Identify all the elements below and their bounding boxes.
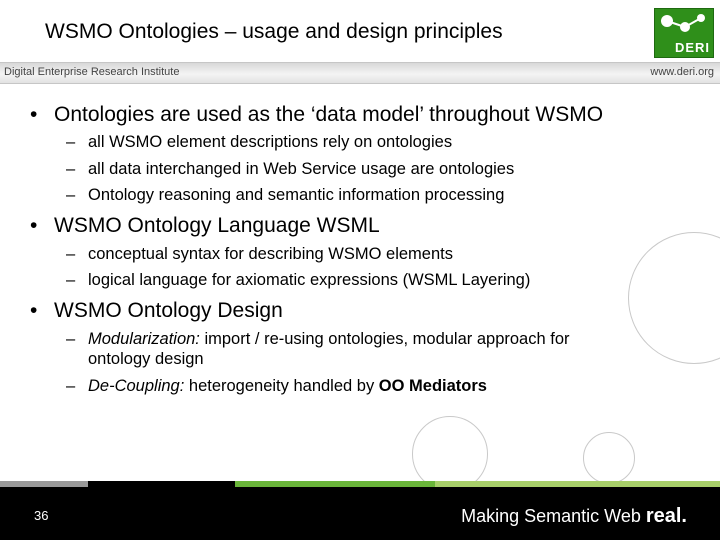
slide-title: WSMO Ontologies – usage and design principles	[45, 20, 503, 43]
bullet-item: • Ontologies are used as the ‘data model’ throughout WSMO	[30, 103, 604, 126]
org-url: www.deri.org	[650, 66, 714, 78]
tagline-bold: real.	[645, 505, 687, 527]
sub-text: all WSMO element descriptions rely on ontologies	[88, 133, 453, 151]
tagline-main: Making Semantic Web	[461, 506, 646, 526]
sub-item-continuation: ontology design	[88, 350, 204, 368]
bullet-item: • WSMO Ontology Design	[30, 299, 283, 322]
sub-text: conceptual syntax for describing WSMO elements	[88, 245, 453, 263]
sub-text: all data interchanged in Web Service usage are ontologies	[88, 160, 515, 178]
decor-circle-small	[583, 432, 635, 484]
sub-item: – logical language for axiomatic expressions (WSML Layering)	[66, 271, 531, 289]
sub-text: import / re-using ontologies, modular approach for	[199, 330, 570, 348]
bullet-text: WSMO Ontology Language WSML	[54, 214, 380, 237]
decoupling-label: De-Coupling:	[88, 377, 185, 395]
sub-item: – conceptual syntax for describing WSMO elements	[66, 245, 453, 263]
bullet-text: WSMO Ontology Design	[54, 299, 283, 322]
header-band	[0, 62, 720, 84]
bullet-item: • WSMO Ontology Language WSML	[30, 214, 380, 237]
logo-text: DERI	[674, 40, 710, 55]
sub-item: – De-Coupling: heterogeneity handled by OO Mediators	[66, 377, 487, 395]
deri-logo	[654, 8, 714, 58]
tagline	[461, 505, 687, 528]
sub-item: – Ontology reasoning and semantic information processing	[66, 186, 505, 204]
modularization-label: Modularization:	[88, 330, 200, 348]
bullet-text: Ontologies are used as the ‘data model’ throughout WSMO	[54, 103, 604, 126]
sub-item: – all WSMO element descriptions rely on ontologies	[66, 133, 453, 151]
sub-item: – Modularization: import / re-using ontologies, modular approach for	[66, 330, 570, 348]
sub-text: logical language for axiomatic expressions (WSML Layering)	[88, 271, 531, 289]
decor-circle-right	[628, 232, 720, 364]
sub-text: Ontology reasoning and semantic information processing	[88, 186, 505, 204]
sub-item: – all data interchanged in Web Service usage are ontologies	[66, 160, 515, 178]
oo-mediators-text: OO Mediators	[378, 377, 487, 395]
page-number: 36	[34, 508, 49, 523]
org-name: Digital Enterprise Research Institute	[4, 66, 180, 78]
sub-text: heterogeneity handled by	[184, 377, 379, 395]
